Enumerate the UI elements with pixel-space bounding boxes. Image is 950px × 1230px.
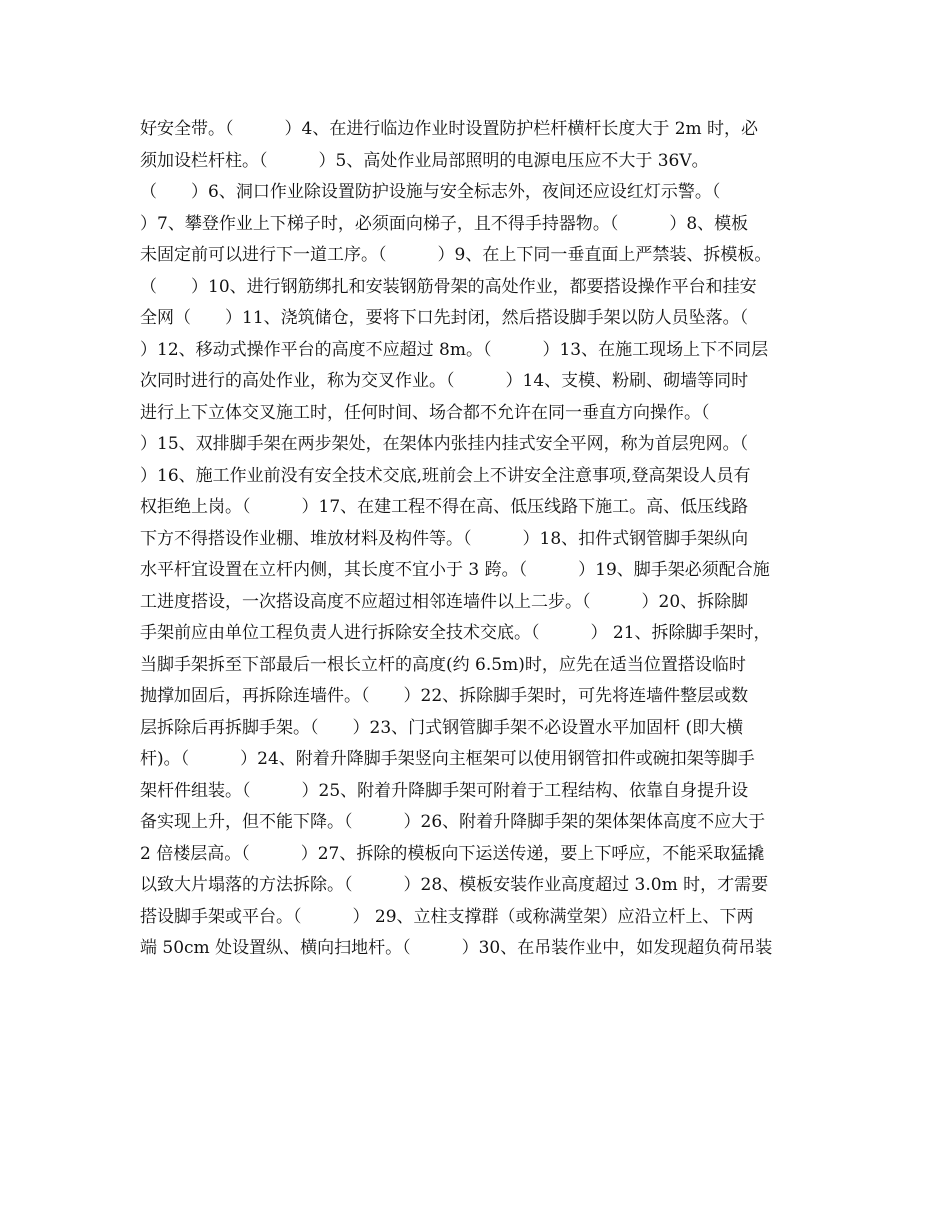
text-line: 好安全带。（ ）4、在进行临边作业时设置防护栏杆横杆长度大于 2m 时，必 [140,119,759,139]
text-line: 杆)。（ ）24、附着升降脚手架竖向主框架可以使用钢管扣件或碗扣架等脚手 [140,749,755,769]
text-line: 未固定前可以进行下一道工序。（ ）9、在上下同一垂直面上严禁装、拆模板。 [140,245,772,265]
body-text [140,114,820,965]
text-line: 工进度搭设，一次搭设高度不应超过相邻连墙件以上二步。（ ）20、拆除脚 [140,591,749,612]
text-line: 全网（ ）11、浇筑储仓，要将下口先封闭，然后搭设脚手架以防人员坠落。（ [140,308,749,328]
text-line: 当脚手架拆至下部最后一根长立杆的高度(约 6.5m)时，应先在适当位置搭设临时 [140,654,746,675]
text-line: 次同时进行的高处作业，称为交叉作业。（ ）14、支模、粉刷、砌墙等同时 [140,371,749,391]
text-line: 备实现上升，但不能下降。（ ）26、附着升降脚手架的架体架体高度不应大于 [140,812,766,832]
text-line: 以致大片塌落的方法拆除。（ ）28、模板安装作业高度超过 3.0m 时，才需要 [140,875,769,895]
text-line: 须加设栏杆柱。（ ）5、高处作业局部照明的电源电压应不大于 36V。 [140,150,709,171]
text-line: 抛撑加固后，再拆除连墙件。（ ）22、拆除脚手架时，可先将连墙件整层或数 [140,686,749,706]
text-line: ）7、攀登作业上下梯子时，必须面向梯子，且不得手持器物。（ ）8、模板 [140,213,749,234]
text-line: ）12、移动式操作平台的高度不应超过 8m。（ ）13、在施工现场上下不同层 [140,339,769,360]
text-line: 2 倍楼层高。（ ）27、拆除的模板向下运送传递，要上下呼应，不能采取猛撬 [140,843,765,864]
text-line: 端 50cm 处设置纵、横向扫地杆。（ ）30、在吊装作业中，如发现超负荷吊装 [140,938,773,958]
text-line: 手架前应由单位工程负责人进行拆除安全技术交底。（ ） 21、拆除脚手架时， [140,623,771,643]
text-line: 搭设脚手架或平台。（ ） 29、立柱支撑群（或称满堂架）应沿立杆上、下两 [140,906,754,927]
text-line: ）16、施工作业前没有安全技术交底,班前会上不讲安全注意事项,登高架设人员有 [140,465,751,486]
text-line: ）15、双排脚手架在两步架处，在架体内张挂内挂式安全平网，称为首层兜网。（ [140,434,749,454]
text-line: （ ）10、进行钢筋绑扎和安装钢筋骨架的高处作业，都要搭设操作平台和挂安 [140,276,757,297]
text-line: （ ）6、洞口作业除设置防护设施与安全标志外，夜间还应设红灯示警。（ [140,182,721,202]
text-line: 层拆除后再拆脚手架。（ ）23、门式钢管脚手架不必设置水平加固杆 (即大横 [140,717,744,738]
text-line: 权拒绝上岗。（ ）17、在建工程不得在高、低压线路下施工。高、低压线路 [140,497,749,517]
text-line: 下方不得搭设作业棚、堆放材料及构件等。（ ）18、扣件式钢管脚手架纵向 [140,528,749,549]
text-line: 进行上下立体交叉施工时，任何时间、场合都不允许在同一垂直方向操作。（ [140,402,710,423]
text-line: 水平杆宜设置在立杆内侧，其长度不宜小于 3 跨。（ ）19、脚手架必须配合施 [140,560,770,580]
text-line: 架杆件组装。（ ）25、附着升降脚手架可附着于工程结构、依靠自身提升设 [140,780,749,801]
